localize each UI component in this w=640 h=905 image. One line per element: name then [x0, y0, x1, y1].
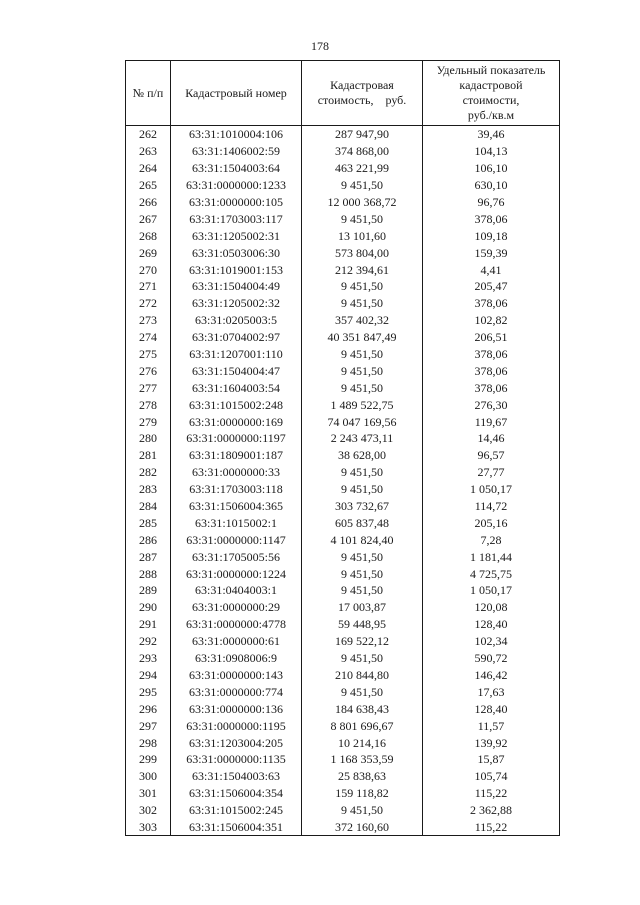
row-number-cell: 290 — [126, 599, 171, 616]
specific-indicator-cell: 1 050,17 — [423, 481, 560, 498]
cadastral-number-cell: 63:31:1203004:205 — [171, 734, 302, 751]
table-row — [126, 768, 560, 785]
cadastral-number-cell: 63:31:0000000:33 — [171, 464, 302, 481]
table-row — [126, 819, 560, 836]
specific-indicator-cell: 630,10 — [423, 177, 560, 194]
row-number-cell: 268 — [126, 227, 171, 244]
table-row — [126, 126, 560, 143]
cadastral-value-cell: 1 168 353,59 — [302, 751, 423, 768]
table-row — [126, 177, 560, 194]
specific-indicator-cell: 4 725,75 — [423, 565, 560, 582]
row-number-cell: 269 — [126, 244, 171, 261]
cadastral-value-cell: 74 047 169,56 — [302, 413, 423, 430]
table-row — [126, 312, 560, 329]
row-number-cell: 277 — [126, 379, 171, 396]
table-row — [126, 565, 560, 582]
specific-indicator-cell: 106,10 — [423, 160, 560, 177]
row-number-cell: 281 — [126, 447, 171, 464]
specific-indicator-cell: 139,92 — [423, 734, 560, 751]
cadastral-value-cell: 59 448,95 — [302, 616, 423, 633]
table-row — [126, 683, 560, 700]
specific-indicator-cell: 109,18 — [423, 227, 560, 244]
specific-indicator-cell: 7,28 — [423, 531, 560, 548]
specific-indicator-cell: 120,08 — [423, 599, 560, 616]
cadastral-value-cell: 573 804,00 — [302, 244, 423, 261]
page-number: 178 — [311, 39, 329, 53]
cadastral-number-cell: 63:31:1504004:49 — [171, 278, 302, 295]
specific-indicator-cell: 2 362,88 — [423, 802, 560, 819]
specific-indicator-cell: 96,57 — [423, 447, 560, 464]
cadastral-number-cell: 63:31:0908006:9 — [171, 650, 302, 667]
specific-indicator-cell: 378,06 — [423, 379, 560, 396]
cadastral-number-cell: 63:31:0000000:143 — [171, 667, 302, 684]
row-number-cell: 272 — [126, 295, 171, 312]
row-number-cell: 273 — [126, 312, 171, 329]
cadastral-value-cell: 9 451,50 — [302, 177, 423, 194]
specific-indicator-cell: 1 181,44 — [423, 548, 560, 565]
cadastral-value-cell: 17 003,87 — [302, 599, 423, 616]
cadastral-number-cell: 63:31:1015002:1 — [171, 514, 302, 531]
cadastral-number-cell: 63:31:1205002:31 — [171, 227, 302, 244]
specific-indicator-cell: 378,06 — [423, 210, 560, 227]
cadastral-number-cell: 63:31:1504003:63 — [171, 768, 302, 785]
table-row — [126, 734, 560, 751]
header-value-line1: Кадастровая — [330, 78, 394, 92]
specific-indicator-cell: 27,77 — [423, 464, 560, 481]
cadastral-number-cell: 63:31:1506004:354 — [171, 785, 302, 802]
row-number-cell: 280 — [126, 430, 171, 447]
header-specific-line4: руб./кв.м — [467, 108, 515, 122]
cadastral-number-cell: 63:31:1506004:351 — [171, 819, 302, 836]
cadastral-number-cell: 63:31:1703003:118 — [171, 481, 302, 498]
cadastral-value-cell: 2 243 473,11 — [302, 430, 423, 447]
cadastral-number-cell: 63:31:0000000:105 — [171, 194, 302, 211]
cadastral-number-cell: 63:31:1504004:47 — [171, 362, 302, 379]
row-number-cell: 263 — [126, 143, 171, 160]
cadastral-value-cell: 357 402,32 — [302, 312, 423, 329]
header-specific-line1: Удельный показатель — [436, 63, 546, 77]
table-row — [126, 295, 560, 312]
cadastral-number-cell: 63:31:1015002:245 — [171, 802, 302, 819]
row-number-cell: 297 — [126, 717, 171, 734]
table-row — [126, 548, 560, 565]
specific-indicator-cell: 1 050,17 — [423, 582, 560, 599]
table-row — [126, 531, 560, 548]
row-number-cell: 279 — [126, 413, 171, 430]
row-number-cell: 289 — [126, 582, 171, 599]
cadastral-value-cell: 25 838,63 — [302, 768, 423, 785]
cadastral-value-cell: 169 522,12 — [302, 633, 423, 650]
cadastral-value-cell: 463 221,99 — [302, 160, 423, 177]
table-row — [126, 261, 560, 278]
specific-indicator-cell: 378,06 — [423, 362, 560, 379]
header-specific-indicator — [423, 61, 560, 126]
row-number-cell: 267 — [126, 210, 171, 227]
cadastral-number-cell: 63:31:1705005:56 — [171, 548, 302, 565]
cadastral-value-cell: 210 844,80 — [302, 667, 423, 684]
table-row — [126, 278, 560, 295]
row-number-cell: 276 — [126, 362, 171, 379]
row-number-cell: 264 — [126, 160, 171, 177]
cadastral-value-cell: 9 451,50 — [302, 802, 423, 819]
specific-indicator-cell: 114,72 — [423, 498, 560, 515]
cadastral-value-cell: 1 489 522,75 — [302, 396, 423, 413]
table-row — [126, 785, 560, 802]
cadastral-value-cell: 9 451,50 — [302, 210, 423, 227]
specific-indicator-cell: 104,13 — [423, 143, 560, 160]
row-number-cell: 301 — [126, 785, 171, 802]
row-number-cell: 295 — [126, 683, 171, 700]
row-number-cell: 302 — [126, 802, 171, 819]
row-number-cell: 286 — [126, 531, 171, 548]
cadastral-number-cell: 63:31:0404003:1 — [171, 582, 302, 599]
header-num — [126, 61, 171, 126]
cadastral-number-cell: 63:31:0000000:136 — [171, 700, 302, 717]
header-cadastral-value — [302, 61, 423, 126]
cadastral-value-cell: 159 118,82 — [302, 785, 423, 802]
cadastral-number-cell: 63:31:0000000:1224 — [171, 565, 302, 582]
row-number-cell: 278 — [126, 396, 171, 413]
row-number-cell: 283 — [126, 481, 171, 498]
specific-indicator-cell: 159,39 — [423, 244, 560, 261]
row-number-cell: 282 — [126, 464, 171, 481]
table-row — [126, 700, 560, 717]
cadastral-number-cell: 63:31:0205003:5 — [171, 312, 302, 329]
specific-indicator-cell: 205,47 — [423, 278, 560, 295]
cadastral-value-cell: 9 451,50 — [302, 346, 423, 363]
row-number-cell: 274 — [126, 329, 171, 346]
cadastral-number-cell: 63:31:1504003:64 — [171, 160, 302, 177]
header-cadastral-number — [171, 61, 302, 126]
table-row — [126, 379, 560, 396]
row-number-cell: 270 — [126, 261, 171, 278]
row-number-cell: 303 — [126, 819, 171, 836]
table-row — [126, 498, 560, 515]
table-row — [126, 160, 560, 177]
specific-indicator-cell: 119,67 — [423, 413, 560, 430]
cadastral-value-cell: 9 451,50 — [302, 464, 423, 481]
cadastral-number-cell: 63:31:0000000:1135 — [171, 751, 302, 768]
specific-indicator-cell: 102,34 — [423, 633, 560, 650]
row-number-cell: 299 — [126, 751, 171, 768]
cadastral-number-cell: 63:31:0000000:1147 — [171, 531, 302, 548]
specific-indicator-cell: 276,30 — [423, 396, 560, 413]
specific-indicator-cell: 128,40 — [423, 700, 560, 717]
cadastral-number-cell: 63:31:0000000:1197 — [171, 430, 302, 447]
table-row — [126, 396, 560, 413]
row-number-cell: 285 — [126, 514, 171, 531]
row-number-cell: 292 — [126, 633, 171, 650]
table-row — [126, 194, 560, 211]
table-row — [126, 329, 560, 346]
cadastral-number-cell: 63:31:0000000:169 — [171, 413, 302, 430]
row-number-cell: 300 — [126, 768, 171, 785]
cadastral-value-cell: 212 394,61 — [302, 261, 423, 278]
row-number-cell: 296 — [126, 700, 171, 717]
cadastral-value-table — [125, 60, 560, 836]
table-header — [126, 61, 560, 126]
row-number-cell: 291 — [126, 616, 171, 633]
table-row — [126, 582, 560, 599]
cadastral-value-cell: 38 628,00 — [302, 447, 423, 464]
table-row — [126, 430, 560, 447]
specific-indicator-cell: 378,06 — [423, 295, 560, 312]
specific-indicator-cell: 115,22 — [423, 819, 560, 836]
specific-indicator-cell: 378,06 — [423, 346, 560, 363]
cadastral-value-cell: 9 451,50 — [302, 683, 423, 700]
cadastral-number-cell: 63:31:1010004:106 — [171, 126, 302, 143]
cadastral-number-cell: 63:31:1506004:365 — [171, 498, 302, 515]
cadastral-number-cell: 63:31:1809001:187 — [171, 447, 302, 464]
table-row — [126, 481, 560, 498]
table-row — [126, 751, 560, 768]
row-number-cell: 293 — [126, 650, 171, 667]
table-row — [126, 210, 560, 227]
specific-indicator-cell: 115,22 — [423, 785, 560, 802]
cadastral-value-cell: 9 451,50 — [302, 295, 423, 312]
cadastral-value-cell: 10 214,16 — [302, 734, 423, 751]
row-number-cell: 265 — [126, 177, 171, 194]
cadastral-value-cell: 9 451,50 — [302, 481, 423, 498]
header-specific-line2: кадастровой — [459, 78, 523, 92]
table-row — [126, 802, 560, 819]
cadastral-value-cell: 374 868,00 — [302, 143, 423, 160]
cadastral-number-cell: 63:31:0704002:97 — [171, 329, 302, 346]
cadastral-value-cell: 12 000 368,72 — [302, 194, 423, 211]
header-row — [126, 61, 560, 126]
table-row — [126, 447, 560, 464]
cadastral-value-cell: 4 101 824,40 — [302, 531, 423, 548]
header-num-label: № п/п — [132, 85, 164, 100]
cadastral-value-cell: 372 160,60 — [302, 819, 423, 836]
header-specific-line3: стоимости, — [462, 93, 520, 107]
row-number-cell: 294 — [126, 667, 171, 684]
table-row — [126, 616, 560, 633]
cadastral-number-cell: 63:31:0000000:774 — [171, 683, 302, 700]
table-row — [126, 667, 560, 684]
row-number-cell: 266 — [126, 194, 171, 211]
header-value-line2: стоимость, руб. — [317, 93, 407, 107]
cadastral-value-cell: 13 101,60 — [302, 227, 423, 244]
table-row — [126, 650, 560, 667]
cadastral-number-cell: 63:31:1604003:54 — [171, 379, 302, 396]
table-row — [126, 346, 560, 363]
cadastral-number-cell: 63:31:0000000:1233 — [171, 177, 302, 194]
specific-indicator-cell: 105,74 — [423, 768, 560, 785]
cadastral-number-cell: 63:31:0000000:1195 — [171, 717, 302, 734]
table-row — [126, 413, 560, 430]
specific-indicator-cell: 39,46 — [423, 126, 560, 143]
cadastral-number-cell: 63:31:0000000:4778 — [171, 616, 302, 633]
specific-indicator-cell: 590,72 — [423, 650, 560, 667]
cadastral-value-cell: 9 451,50 — [302, 548, 423, 565]
cadastral-value-cell: 287 947,90 — [302, 126, 423, 143]
row-number-cell: 288 — [126, 565, 171, 582]
cadastral-value-cell: 9 451,50 — [302, 565, 423, 582]
cadastral-value-cell: 605 837,48 — [302, 514, 423, 531]
row-number-cell: 287 — [126, 548, 171, 565]
cadastral-value-cell: 9 451,50 — [302, 278, 423, 295]
specific-indicator-cell: 14,46 — [423, 430, 560, 447]
row-number-cell: 271 — [126, 278, 171, 295]
cadastral-number-cell: 63:31:0000000:29 — [171, 599, 302, 616]
specific-indicator-cell: 146,42 — [423, 667, 560, 684]
specific-indicator-cell: 102,82 — [423, 312, 560, 329]
cadastral-number-cell: 63:31:1207001:110 — [171, 346, 302, 363]
table-row — [126, 633, 560, 650]
cadastral-value-cell: 184 638,43 — [302, 700, 423, 717]
specific-indicator-cell: 17,63 — [423, 683, 560, 700]
table-row — [126, 717, 560, 734]
cadastral-number-cell: 63:31:1015002:248 — [171, 396, 302, 413]
specific-indicator-cell: 15,87 — [423, 751, 560, 768]
cadastral-number-cell: 63:31:1406002:59 — [171, 143, 302, 160]
row-number-cell: 284 — [126, 498, 171, 515]
specific-indicator-cell: 205,16 — [423, 514, 560, 531]
table-body — [126, 126, 560, 836]
cadastral-value-cell: 9 451,50 — [302, 650, 423, 667]
cadastral-value-cell: 303 732,67 — [302, 498, 423, 515]
table-row — [126, 244, 560, 261]
row-number-cell: 262 — [126, 126, 171, 143]
table-row — [126, 362, 560, 379]
table-row — [126, 143, 560, 160]
cadastral-number-cell: 63:31:1703003:117 — [171, 210, 302, 227]
cadastral-number-cell: 63:31:0503006:30 — [171, 244, 302, 261]
specific-indicator-cell: 96,76 — [423, 194, 560, 211]
cadastral-value-cell: 9 451,50 — [302, 582, 423, 599]
cadastral-value-cell: 9 451,50 — [302, 379, 423, 396]
table-row — [126, 464, 560, 481]
specific-indicator-cell: 4,41 — [423, 261, 560, 278]
cadastral-number-cell: 63:31:0000000:61 — [171, 633, 302, 650]
cadastral-value-cell: 9 451,50 — [302, 362, 423, 379]
table-row — [126, 227, 560, 244]
cadastral-value-cell: 8 801 696,67 — [302, 717, 423, 734]
row-number-cell: 275 — [126, 346, 171, 363]
table-row — [126, 599, 560, 616]
cadastral-number-cell: 63:31:1019001:153 — [171, 261, 302, 278]
cadastral-number-cell: 63:31:1205002:32 — [171, 295, 302, 312]
specific-indicator-cell: 11,57 — [423, 717, 560, 734]
specific-indicator-cell: 128,40 — [423, 616, 560, 633]
row-number-cell: 298 — [126, 734, 171, 751]
header-cadastral-number-label: Кадастровый номер — [185, 85, 287, 100]
table-row — [126, 514, 560, 531]
cadastral-value-cell: 40 351 847,49 — [302, 329, 423, 346]
specific-indicator-cell: 206,51 — [423, 329, 560, 346]
